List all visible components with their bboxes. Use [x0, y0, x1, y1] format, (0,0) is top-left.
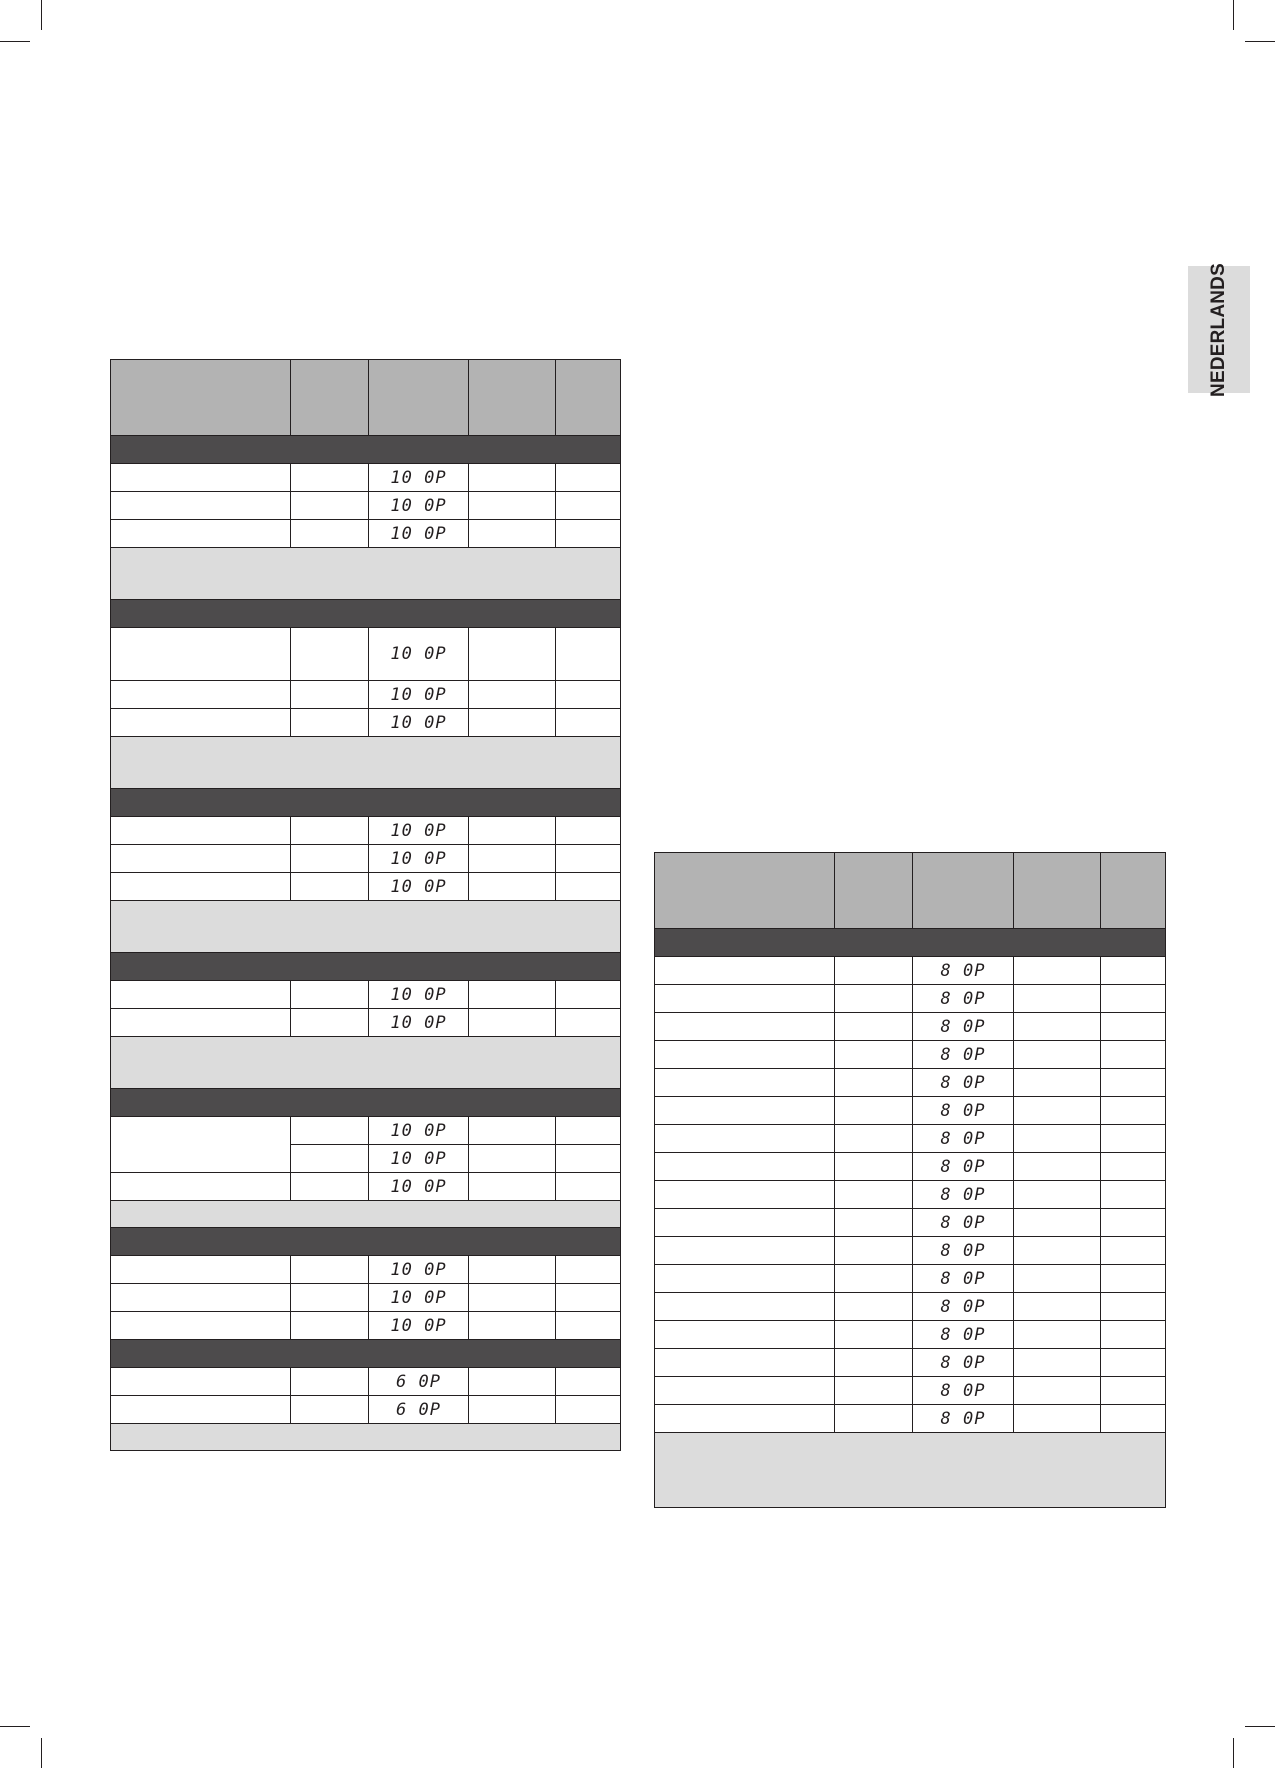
- power-level-display: 10 0P: [390, 820, 447, 841]
- power-level-display: 8 0P: [940, 1072, 986, 1093]
- power-level-display: 10 0P: [390, 1176, 447, 1197]
- table-row: [655, 1293, 1166, 1321]
- language-tab: [1188, 262, 1250, 397]
- crop-mark: [1245, 41, 1275, 42]
- note-row: [111, 901, 621, 953]
- table-row: [655, 985, 1166, 1013]
- power-level-display: 10 0P: [390, 1148, 447, 1169]
- power-level-display: 8 0P: [940, 1268, 986, 1289]
- table-row: [655, 1181, 1166, 1209]
- power-level-display: 10 0P: [390, 644, 447, 664]
- note-row: [111, 737, 621, 789]
- power-level-display: 10 0P: [390, 495, 447, 516]
- power-level-display: 8 0P: [940, 1156, 986, 1177]
- table-header-row: [655, 853, 1166, 929]
- table-row: [111, 464, 621, 492]
- power-level-display: 8 0P: [940, 1100, 986, 1121]
- power-level-display: 10 0P: [390, 1120, 447, 1141]
- header-cell: [111, 360, 291, 436]
- crop-mark: [0, 41, 30, 42]
- power-level-display: 8 0P: [940, 1352, 986, 1373]
- power-level-display: 8 0P: [940, 1240, 986, 1261]
- table-row: [111, 1284, 621, 1312]
- power-level-display: 8 0P: [940, 1212, 986, 1233]
- table-row: [111, 1368, 621, 1396]
- power-level-display: 10 0P: [390, 1012, 447, 1033]
- power-level-display: 10 0P: [390, 848, 447, 869]
- section-header-row: [111, 1228, 621, 1256]
- crop-mark: [1233, 0, 1234, 30]
- note-row: [111, 1424, 621, 1451]
- table-row: [111, 628, 621, 681]
- table-row: [655, 1153, 1166, 1181]
- table-row: [111, 492, 621, 520]
- power-level-display: 8 0P: [940, 1128, 986, 1149]
- table-row: [111, 1173, 621, 1201]
- table-row: [111, 1256, 621, 1284]
- header-cell: [556, 360, 621, 436]
- crop-mark: [1233, 1738, 1234, 1768]
- header-cell: [369, 360, 469, 436]
- power-level-display: 10 0P: [390, 876, 447, 897]
- power-level-display: 10 0P: [390, 1315, 447, 1336]
- table-header-row: [111, 360, 621, 436]
- power-level-display: 8 0P: [940, 988, 986, 1009]
- section-header-row: [655, 929, 1166, 957]
- power-level-display: 6 0P: [396, 1399, 441, 1420]
- header-cell: [835, 853, 913, 929]
- power-table-right: [654, 852, 1166, 1508]
- table-row: [111, 1117, 621, 1145]
- power-table-left: [110, 359, 621, 1451]
- power-level-display: 10 0P: [390, 1287, 447, 1308]
- table-row: [111, 520, 621, 548]
- crop-mark: [41, 0, 42, 30]
- power-level-display: 8 0P: [940, 1380, 986, 1401]
- table-row: [111, 845, 621, 873]
- header-cell: [469, 360, 556, 436]
- header-cell: [1014, 853, 1101, 929]
- table-row: [655, 1125, 1166, 1153]
- power-level-display: 8 0P: [940, 1184, 986, 1205]
- header-cell: [1101, 853, 1166, 929]
- table-row: [655, 957, 1166, 985]
- crop-mark: [0, 1726, 30, 1727]
- section-header-row: [111, 1089, 621, 1117]
- crop-mark: [41, 1738, 42, 1768]
- power-level-display: 8 0P: [940, 1296, 986, 1317]
- section-header-row: [111, 789, 621, 817]
- table-row: [655, 1349, 1166, 1377]
- header-cell: [291, 360, 369, 436]
- section-header-row: [111, 600, 621, 628]
- table-row: [655, 1321, 1166, 1349]
- table-row: [655, 1097, 1166, 1125]
- table-row: [111, 873, 621, 901]
- power-level-display: 8 0P: [940, 1324, 986, 1345]
- power-level-display: 8 0P: [940, 1016, 986, 1037]
- note-row: [111, 548, 621, 600]
- crop-mark: [1245, 1726, 1275, 1727]
- power-level-display: 8 0P: [940, 1408, 986, 1429]
- table-row: [111, 709, 621, 737]
- section-header-row: [111, 953, 621, 981]
- note-row: [655, 1433, 1166, 1508]
- table-row: [111, 981, 621, 1009]
- table-row: [655, 1013, 1166, 1041]
- power-level-display: 10 0P: [390, 684, 447, 705]
- table-row: [111, 1312, 621, 1340]
- table-row: [111, 681, 621, 709]
- power-level-display: 10 0P: [390, 1259, 447, 1280]
- power-level-display: 8 0P: [940, 960, 986, 981]
- note-row: [111, 1037, 621, 1089]
- section-header-row: [111, 1340, 621, 1368]
- table-row: [655, 1209, 1166, 1237]
- table-row: [655, 1377, 1166, 1405]
- table-row: [655, 1405, 1166, 1433]
- power-level-display: 10 0P: [390, 467, 447, 488]
- power-level-display: 10 0P: [390, 984, 447, 1005]
- table-row: [111, 1009, 621, 1037]
- table-row: [655, 1041, 1166, 1069]
- header-cell: [913, 853, 1014, 929]
- table-row: [111, 817, 621, 845]
- power-level-display: 10 0P: [390, 712, 447, 733]
- power-level-display: 8 0P: [940, 1044, 986, 1065]
- table-row: [655, 1237, 1166, 1265]
- table-row: [655, 1069, 1166, 1097]
- section-header-row: [111, 436, 621, 464]
- power-level-display: 6 0P: [396, 1371, 441, 1392]
- header-cell: [655, 853, 835, 929]
- table-row: [655, 1265, 1166, 1293]
- language-tab-label: NEDERLANDS: [1208, 262, 1229, 397]
- note-row: [111, 1201, 621, 1228]
- table-row: [111, 1396, 621, 1424]
- power-level-display: 10 0P: [390, 523, 447, 544]
